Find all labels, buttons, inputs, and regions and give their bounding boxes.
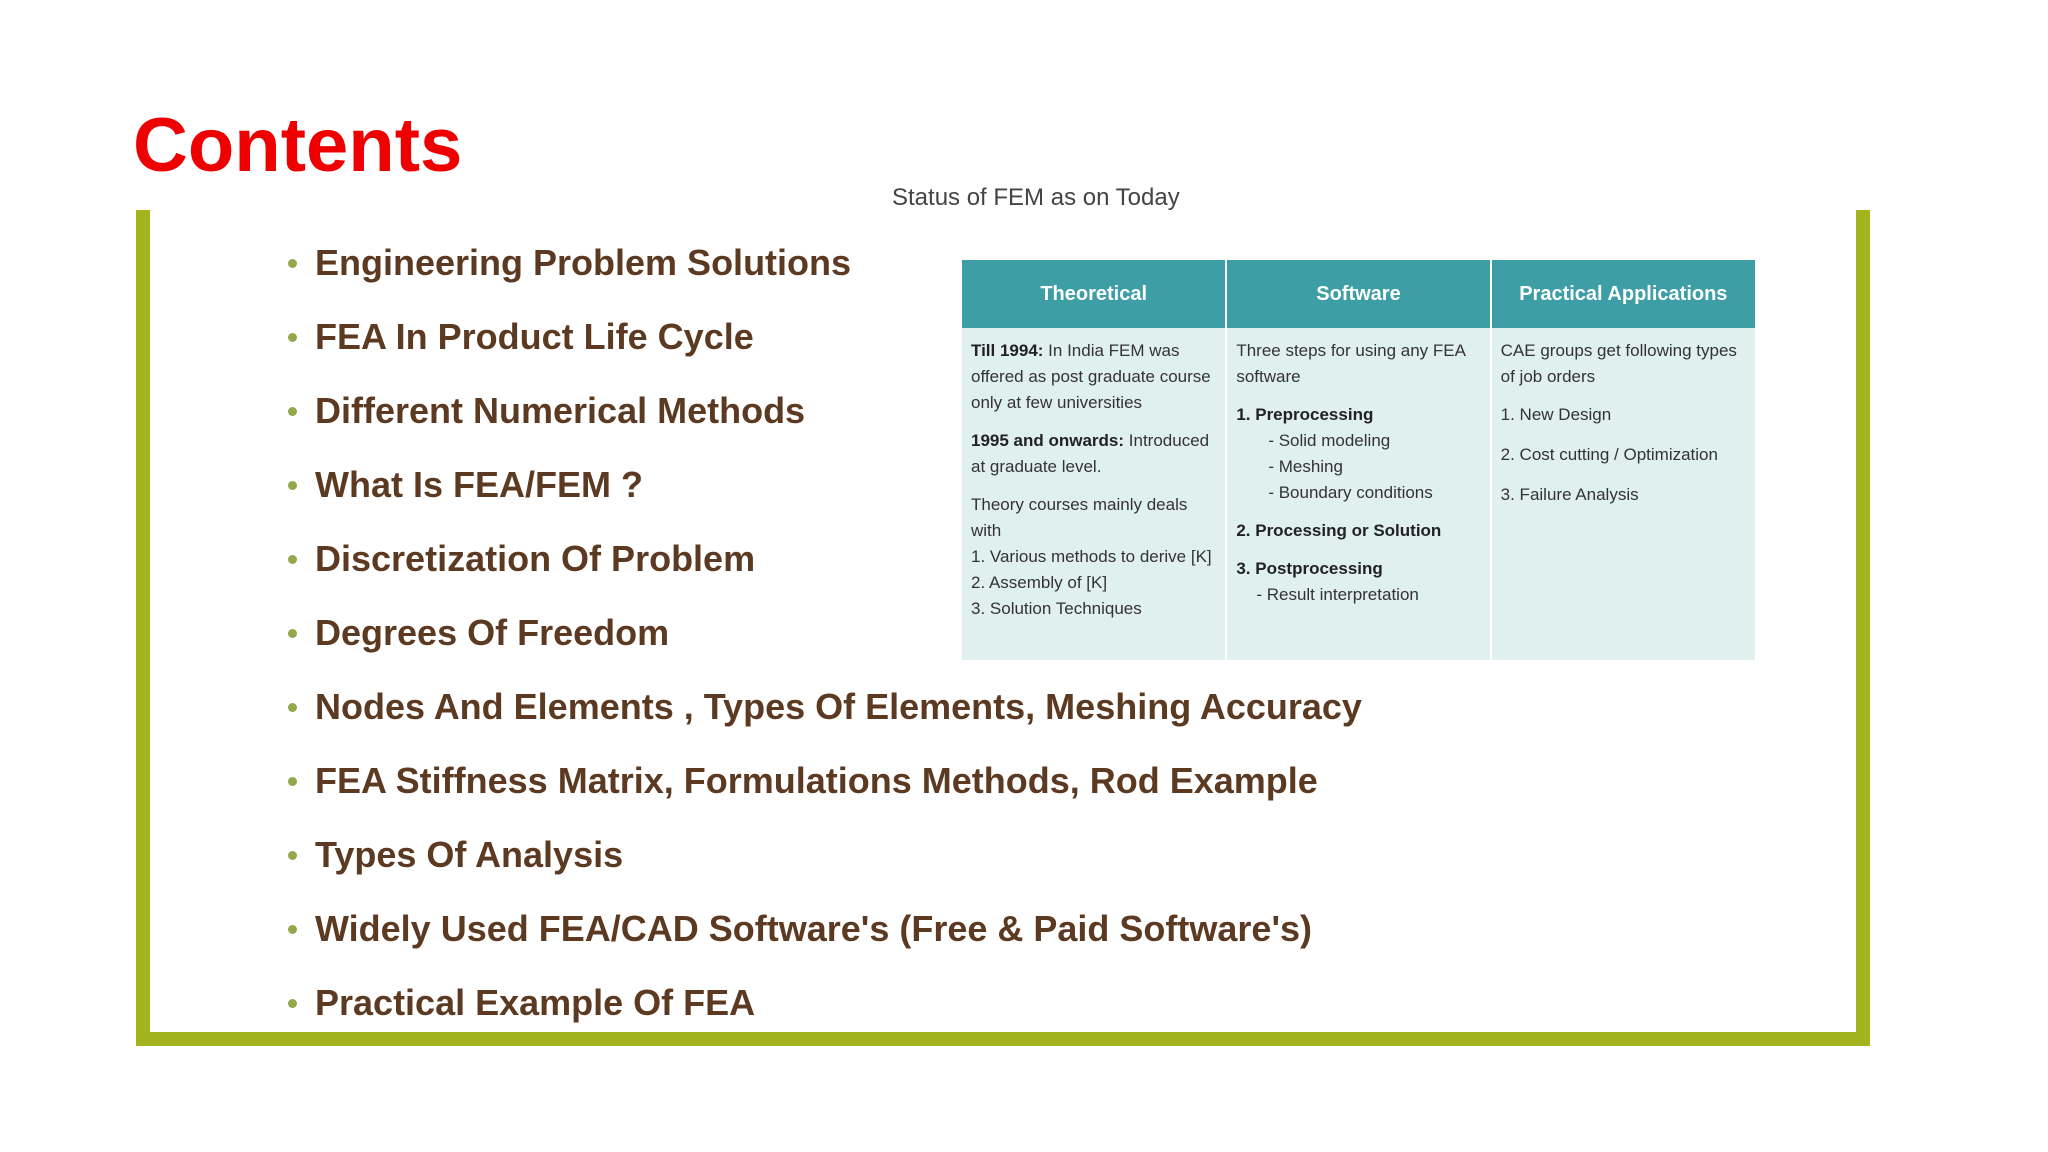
list-item: Degrees Of Freedom [288,608,1362,682]
software-substep: - Meshing [1268,457,1343,476]
list-item: Engineering Problem Solutions [288,238,1362,312]
theory-item: 3. Solution Techniques [971,599,1142,618]
software-intro: Three steps for using any FEA software [1236,341,1465,386]
list-item: FEA In Product Life Cycle [288,312,1362,386]
applications-intro: CAE groups get following types of job orders [1500,341,1737,386]
theory-item: 2. Assembly of [K] [971,573,1108,592]
bullet-icon [288,703,297,712]
header-practical-applications: Practical Applications [1491,260,1755,328]
bullet-icon [288,777,297,786]
bullet-icon [288,333,297,342]
bullet-icon [288,481,297,490]
software-step-2: 2. Processing or Solution [1236,521,1442,540]
bullet-icon [288,925,297,934]
theory-para-2: 1995 and onwards: Introduced at graduate level. [971,431,1210,476]
bullet-icon [288,851,297,860]
list-item: Different Numerical Methods [288,386,1362,460]
software-substep: - Boundary conditions [1268,483,1433,502]
list-item: Discretization Of Problem [288,534,1362,608]
theory-para-1: Till 1994: In India FEM was offered as post graduate course only at few universities [971,341,1211,412]
list-item: Widely Used FEA/CAD Software's (Free & Paid Software's) [288,904,1362,978]
fem-status-image [880,162,1816,665]
software-step-3: 3. Postprocessing - Result interpretation [1236,556,1481,608]
theory-item: 1. Various methods to derive [K] [971,547,1212,566]
list-item: Nodes And Elements , Types Of Elements, Meshing Accuracy [288,682,1362,756]
bullet-icon [288,555,297,564]
software-step-1: 1. Preprocessing - Solid modeling - Meshing - Boundary conditions [1236,402,1481,506]
software-substep: - Result interpretation [1256,585,1419,604]
list-item: FEA Stiffness Matrix, Formulations Methods, Rod Example [288,756,1362,830]
fem-status-table [962,260,1755,660]
application-item: 2. Cost cutting / Optimization [1500,445,1718,464]
cell-theoretical [962,328,1226,660]
list-item: What Is FEA/FEM ? [288,460,1362,534]
fem-table-caption: Status of FEM as on Today [892,184,1180,211]
cell-practical-applications [1491,328,1755,660]
bullet-icon [288,407,297,416]
theory-para-3: Theory courses mainly deals with 1. Various methods to derive [K] 2. Assembly of [K] 3. Solution Techniques [971,492,1217,622]
bullet-icon [288,999,297,1008]
cell-software [1226,328,1490,660]
header-theoretical: Theoretical [962,260,1226,328]
list-item: Types Of Analysis [288,830,1362,904]
slide-title: Contents [133,103,463,188]
bullet-icon [288,259,297,268]
list-item: Practical Example Of FEA [288,978,1362,1052]
software-substep: - Solid modeling [1268,431,1391,450]
application-item: 3. Failure Analysis [1500,485,1639,504]
header-software: Software [1226,260,1490,328]
application-item: 1. New Design [1500,405,1612,424]
bullet-icon [288,629,297,638]
